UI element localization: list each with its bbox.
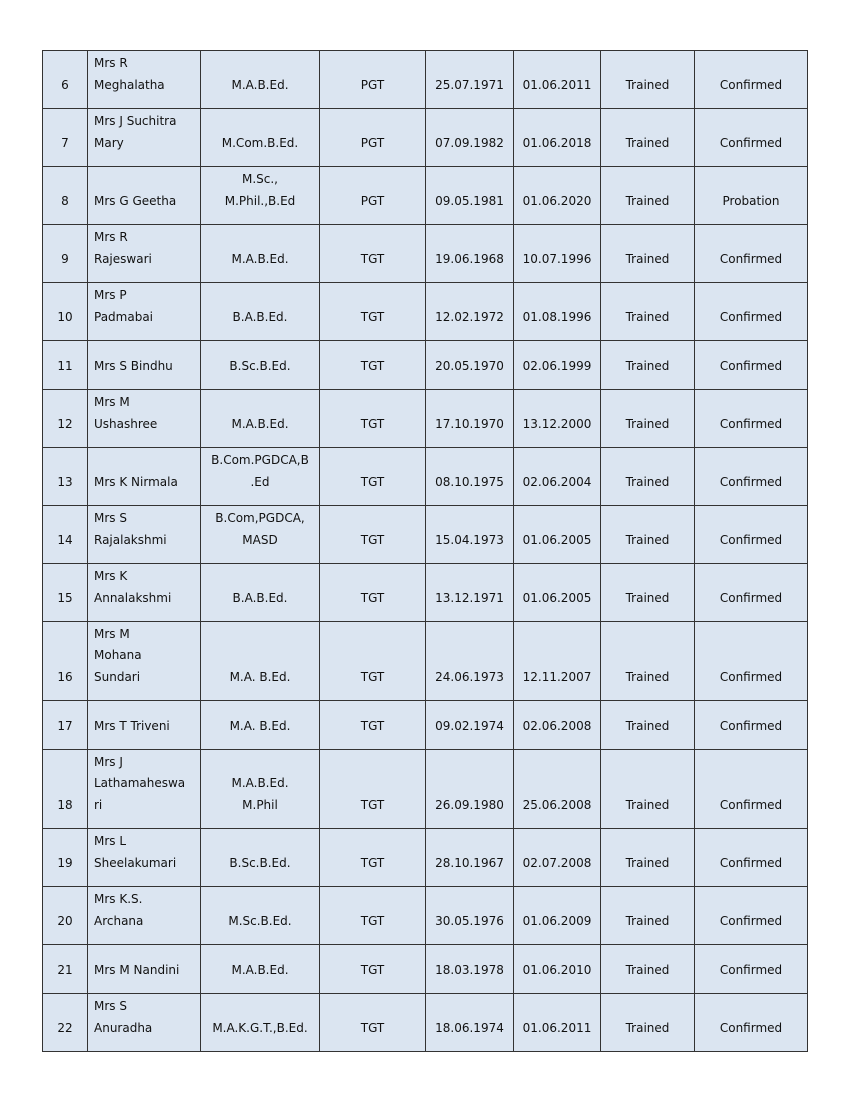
serial-number-cell: 6 — [43, 51, 88, 109]
teacher-name-cell: Mrs L Sheelakumari — [88, 829, 201, 887]
serial-number-cell: 22 — [43, 994, 88, 1052]
date-of-joining-cell: 01.06.2009 — [514, 887, 601, 945]
training-status-cell: Trained — [601, 448, 695, 506]
qualification-cell: M.A.B.Ed. — [201, 51, 320, 109]
service-status-cell: Confirmed — [695, 887, 808, 945]
service-status-cell: Confirmed — [695, 622, 808, 701]
serial-number-cell: 13 — [43, 448, 88, 506]
date-of-joining-cell: 01.06.2011 — [514, 51, 601, 109]
service-status-cell: Confirmed — [695, 829, 808, 887]
table-row — [43, 701, 808, 750]
qualification-cell: M.A. B.Ed. — [201, 622, 320, 701]
teacher-name-cell: Mrs P Padmabai — [88, 283, 201, 341]
date-of-birth-cell: 15.04.1973 — [426, 506, 514, 564]
service-status-cell: Confirmed — [695, 225, 808, 283]
date-of-joining-cell: 01.08.1996 — [514, 283, 601, 341]
teacher-name-cell: Mrs S Bindhu — [88, 341, 201, 390]
post-cell: TGT — [320, 829, 426, 887]
training-status-cell: Trained — [601, 341, 695, 390]
table-row — [43, 109, 808, 167]
training-status-cell: Trained — [601, 994, 695, 1052]
table-row — [43, 51, 808, 109]
training-status-cell: Trained — [601, 622, 695, 701]
date-of-birth-cell: 24.06.1973 — [426, 622, 514, 701]
teacher-name-cell: Mrs M Nandini — [88, 945, 201, 994]
serial-number-cell: 9 — [43, 225, 88, 283]
serial-number-cell: 14 — [43, 506, 88, 564]
post-cell: TGT — [320, 390, 426, 448]
service-status-cell: Confirmed — [695, 701, 808, 750]
serial-number-cell: 18 — [43, 750, 88, 829]
teacher-name-cell: Mrs K.S. Archana — [88, 887, 201, 945]
teacher-name-cell: Mrs J Lathamaheswa ri — [88, 750, 201, 829]
post-cell: TGT — [320, 622, 426, 701]
date-of-birth-cell: 17.10.1970 — [426, 390, 514, 448]
serial-number-cell: 12 — [43, 390, 88, 448]
table-row — [43, 994, 808, 1052]
service-status-cell: Confirmed — [695, 341, 808, 390]
date-of-joining-cell: 01.06.2018 — [514, 109, 601, 167]
post-cell: TGT — [320, 225, 426, 283]
table-row — [43, 167, 808, 225]
qualification-cell: M.A.B.Ed. — [201, 225, 320, 283]
service-status-cell: Confirmed — [695, 390, 808, 448]
training-status-cell: Trained — [601, 506, 695, 564]
date-of-birth-cell: 18.03.1978 — [426, 945, 514, 994]
date-of-joining-cell: 01.06.2005 — [514, 506, 601, 564]
table-row — [43, 564, 808, 622]
service-status-cell: Confirmed — [695, 750, 808, 829]
service-status-cell: Confirmed — [695, 945, 808, 994]
date-of-birth-cell: 08.10.1975 — [426, 448, 514, 506]
qualification-cell: B.A.B.Ed. — [201, 283, 320, 341]
training-status-cell: Trained — [601, 390, 695, 448]
date-of-joining-cell: 01.06.2011 — [514, 994, 601, 1052]
qualification-cell: M.A. B.Ed. — [201, 701, 320, 750]
service-status-cell: Confirmed — [695, 109, 808, 167]
qualification-cell: M.A.B.Ed. — [201, 390, 320, 448]
service-status-cell: Confirmed — [695, 283, 808, 341]
qualification-cell: M.Sc.B.Ed. — [201, 887, 320, 945]
date-of-joining-cell: 02.06.1999 — [514, 341, 601, 390]
qualification-cell: B.A.B.Ed. — [201, 564, 320, 622]
training-status-cell: Trained — [601, 564, 695, 622]
table-row — [43, 448, 808, 506]
teacher-name-cell: Mrs J Suchitra Mary — [88, 109, 201, 167]
date-of-birth-cell: 25.07.1971 — [426, 51, 514, 109]
training-status-cell: Trained — [601, 945, 695, 994]
table-row — [43, 341, 808, 390]
date-of-joining-cell: 02.06.2008 — [514, 701, 601, 750]
table-row — [43, 945, 808, 994]
post-cell: TGT — [320, 283, 426, 341]
post-cell: TGT — [320, 750, 426, 829]
post-cell: TGT — [320, 341, 426, 390]
qualification-cell: B.Com,PGDCA, MASD — [201, 506, 320, 564]
training-status-cell: Trained — [601, 750, 695, 829]
date-of-birth-cell: 30.05.1976 — [426, 887, 514, 945]
table-row — [43, 225, 808, 283]
serial-number-cell: 16 — [43, 622, 88, 701]
date-of-joining-cell: 01.06.2005 — [514, 564, 601, 622]
serial-number-cell: 7 — [43, 109, 88, 167]
serial-number-cell: 19 — [43, 829, 88, 887]
date-of-birth-cell: 18.06.1974 — [426, 994, 514, 1052]
teacher-name-cell: Mrs K Annalakshmi — [88, 564, 201, 622]
teacher-name-cell: Mrs K Nirmala — [88, 448, 201, 506]
serial-number-cell: 17 — [43, 701, 88, 750]
qualification-cell: B.Com.PGDCA,B .Ed — [201, 448, 320, 506]
qualification-cell: M.A.B.Ed. M.Phil — [201, 750, 320, 829]
date-of-joining-cell: 10.07.1996 — [514, 225, 601, 283]
training-status-cell: Trained — [601, 167, 695, 225]
serial-number-cell: 8 — [43, 167, 88, 225]
qualification-cell: B.Sc.B.Ed. — [201, 341, 320, 390]
training-status-cell: Trained — [601, 829, 695, 887]
teacher-name-cell: Mrs R Rajeswari — [88, 225, 201, 283]
date-of-birth-cell: 19.06.1968 — [426, 225, 514, 283]
serial-number-cell: 15 — [43, 564, 88, 622]
teacher-name-cell: Mrs G Geetha — [88, 167, 201, 225]
date-of-joining-cell: 01.06.2010 — [514, 945, 601, 994]
qualification-cell: M.Com.B.Ed. — [201, 109, 320, 167]
post-cell: TGT — [320, 448, 426, 506]
teacher-name-cell: Mrs S Rajalakshmi — [88, 506, 201, 564]
qualification-cell: M.Sc., M.Phil.,B.Ed — [201, 167, 320, 225]
teacher-name-cell: Mrs S Anuradha — [88, 994, 201, 1052]
date-of-joining-cell: 02.06.2004 — [514, 448, 601, 506]
date-of-joining-cell: 02.07.2008 — [514, 829, 601, 887]
date-of-birth-cell: 12.02.1972 — [426, 283, 514, 341]
post-cell: TGT — [320, 887, 426, 945]
date-of-birth-cell: 20.05.1970 — [426, 341, 514, 390]
service-status-cell: Probation — [695, 167, 808, 225]
service-status-cell: Confirmed — [695, 564, 808, 622]
date-of-joining-cell: 12.11.2007 — [514, 622, 601, 701]
service-status-cell: Confirmed — [695, 51, 808, 109]
teacher-name-cell: Mrs R Meghalatha — [88, 51, 201, 109]
qualification-cell: M.A.B.Ed. — [201, 945, 320, 994]
training-status-cell: Trained — [601, 109, 695, 167]
staff-table-body — [43, 51, 808, 1052]
qualification-cell: M.A.K.G.T.,B.Ed. — [201, 994, 320, 1052]
service-status-cell: Confirmed — [695, 506, 808, 564]
date-of-joining-cell: 25.06.2008 — [514, 750, 601, 829]
post-cell: PGT — [320, 109, 426, 167]
date-of-birth-cell: 09.05.1981 — [426, 167, 514, 225]
post-cell: PGT — [320, 167, 426, 225]
post-cell: TGT — [320, 994, 426, 1052]
serial-number-cell: 11 — [43, 341, 88, 390]
service-status-cell: Confirmed — [695, 448, 808, 506]
training-status-cell: Trained — [601, 51, 695, 109]
post-cell: TGT — [320, 506, 426, 564]
date-of-joining-cell: 13.12.2000 — [514, 390, 601, 448]
staff-table — [42, 50, 808, 1052]
table-row — [43, 887, 808, 945]
training-status-cell: Trained — [601, 701, 695, 750]
table-row — [43, 283, 808, 341]
training-status-cell: Trained — [601, 887, 695, 945]
service-status-cell: Confirmed — [695, 994, 808, 1052]
teacher-name-cell: Mrs M Ushashree — [88, 390, 201, 448]
date-of-birth-cell: 09.02.1974 — [426, 701, 514, 750]
post-cell: TGT — [320, 701, 426, 750]
serial-number-cell: 20 — [43, 887, 88, 945]
table-row — [43, 750, 808, 829]
date-of-joining-cell: 01.06.2020 — [514, 167, 601, 225]
table-row — [43, 506, 808, 564]
teacher-name-cell: Mrs M Mohana Sundari — [88, 622, 201, 701]
table-row — [43, 829, 808, 887]
qualification-cell: B.Sc.B.Ed. — [201, 829, 320, 887]
post-cell: TGT — [320, 945, 426, 994]
serial-number-cell: 10 — [43, 283, 88, 341]
serial-number-cell: 21 — [43, 945, 88, 994]
table-row — [43, 390, 808, 448]
date-of-birth-cell: 13.12.1971 — [426, 564, 514, 622]
post-cell: PGT — [320, 51, 426, 109]
post-cell: TGT — [320, 564, 426, 622]
table-row — [43, 622, 808, 701]
date-of-birth-cell: 28.10.1967 — [426, 829, 514, 887]
teacher-name-cell: Mrs T Triveni — [88, 701, 201, 750]
training-status-cell: Trained — [601, 225, 695, 283]
date-of-birth-cell: 07.09.1982 — [426, 109, 514, 167]
date-of-birth-cell: 26.09.1980 — [426, 750, 514, 829]
training-status-cell: Trained — [601, 283, 695, 341]
